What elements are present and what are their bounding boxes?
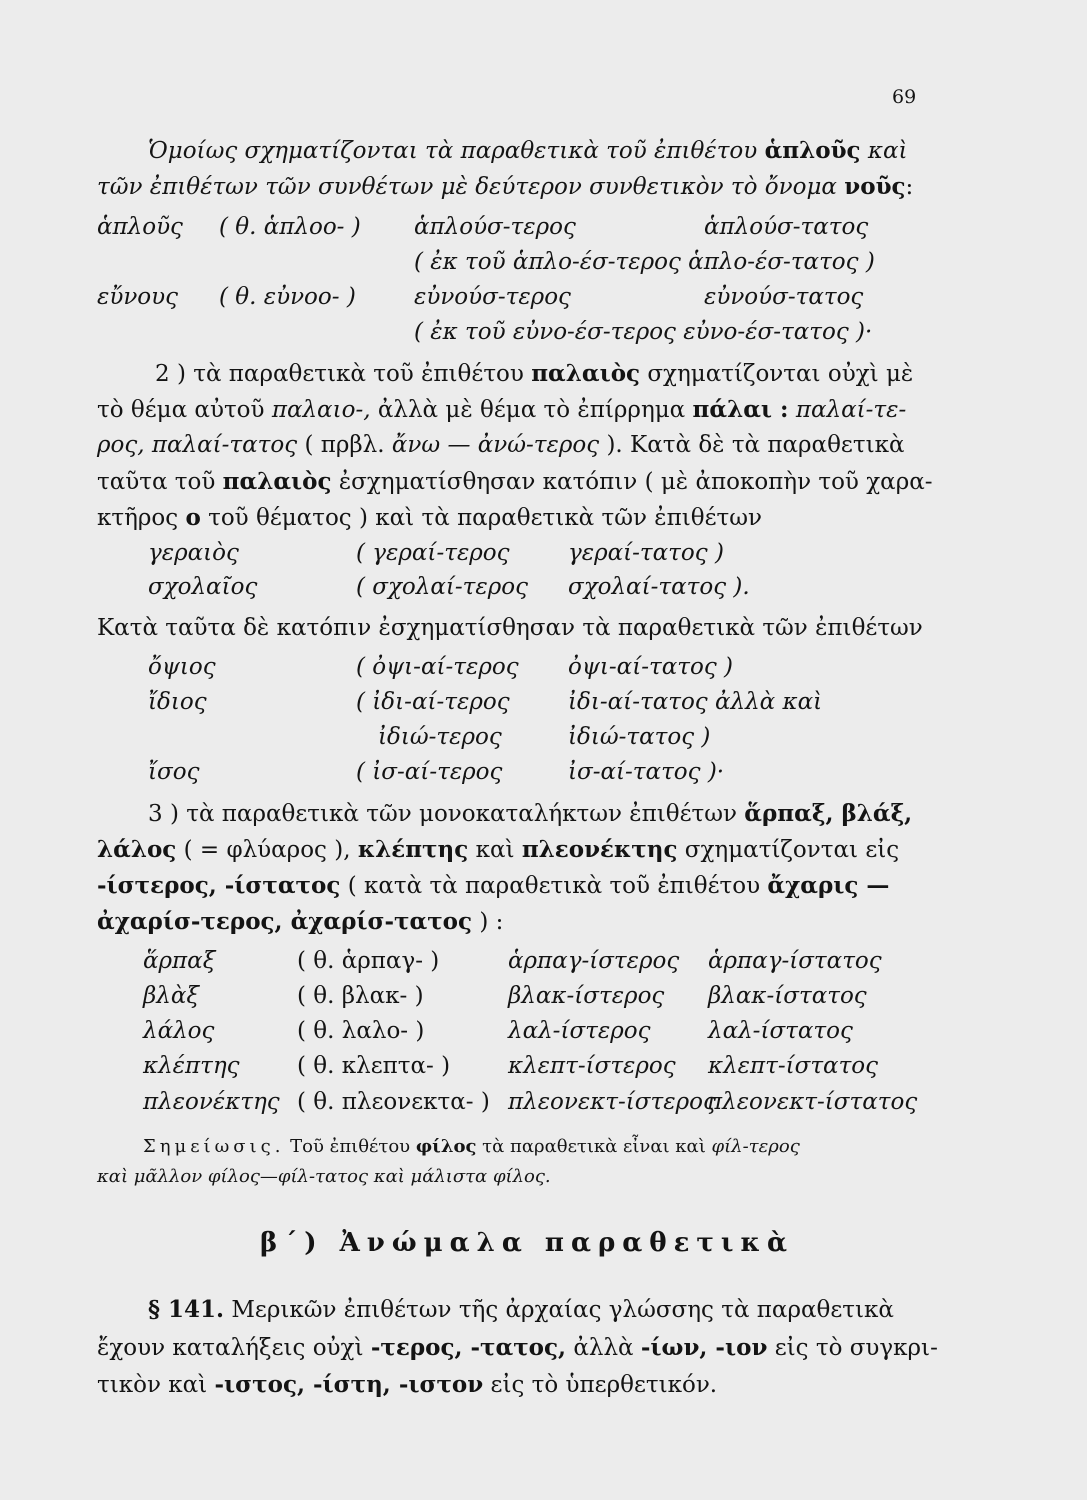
intro-line-2: τῶν ἐπιθέτων τῶν συνθέτων μὲ δεύτερον συνθετικὸν τὸ ὄνομα νοῦς: — [97, 173, 914, 200]
t4-r1-comparative: ἁρπαγ-ίστερος — [508, 948, 680, 974]
t4-r2-word: βλὰξ — [143, 983, 200, 1009]
t3-r4-word: ἴσος — [148, 759, 200, 785]
t4-r4-comparative: κλεπτ-ίστερος — [508, 1053, 676, 1079]
t4-r3-superlative: λαλ-ίστατος — [708, 1018, 853, 1044]
t3-r1-comparative: ( ὀψι-αί-τερος — [356, 654, 519, 680]
t3-r4-superlative: ἰσ-αί-τατος )· — [568, 759, 725, 785]
t2-r2-word: σχολαῖος — [148, 574, 258, 600]
s141-line-1: § 141. Μερικῶν ἐπιθέτων τῆς ἀρχαίας γλώσσης τὰ παραθετικὰ — [148, 1296, 894, 1323]
t4-r3-stem: ( θ. λαλο- ) — [297, 1018, 425, 1044]
t3-r2-word: ἴδιος — [148, 689, 207, 715]
t1-r1-word: ἁπλοῦς — [97, 214, 183, 240]
t2-r2-comparative: ( σχολαί-τερος — [356, 574, 528, 600]
t4-r3-word: λάλος — [143, 1018, 215, 1044]
p3-line-4: ἀχαρίσ-τερος, ἀχαρίσ-τατος ) : — [97, 908, 504, 935]
p3-line-1: 3 ) τὰ παραθετικὰ τῶν μονοκαταλήκτων ἐπιθέτων ἅρπαξ, βλάξ, — [148, 800, 913, 827]
t4-r1-word: ἅρπαξ — [143, 948, 216, 974]
t4-r4-superlative: κλεπτ-ίστατος — [708, 1053, 879, 1079]
t2-r1-superlative: γεραί-τατος ) — [568, 540, 724, 566]
p2-line-5: κτῆρος ο τοῦ θέματος ) καὶ τὰ παραθετικὰ τῶν ἐπιθέτων — [97, 504, 762, 531]
intro-line-1: Ὁμοίως σχηματίζονται τὰ παραθετικὰ τοῦ ἐπιθέτου ἁπλοῦς καὶ — [148, 137, 908, 164]
kata-line: Κατὰ ταῦτα δὲ κατόπιν ἐσχηματίσθησαν τὰ παραθετικὰ τῶν ἐπιθέτων — [97, 615, 923, 641]
t4-r2-comparative: βλακ-ίστερος — [508, 983, 665, 1009]
t3-r1-superlative: ὀψι-αί-τατος ) — [568, 654, 733, 680]
t3-r4-comparative: ( ἰσ-αί-τερος — [356, 759, 503, 785]
t4-r5-stem: ( θ. πλεονεκτα- ) — [297, 1089, 490, 1115]
p3-line-2: λάλος ( = φλύαρος ), κλέπτης καὶ πλεονέκτης σχηματίζονται εἰς — [97, 836, 900, 863]
t3-r2-comparative: ( ἰδι-αί-τερος — [356, 689, 510, 715]
t4-r2-stem: ( θ. βλακ- ) — [297, 983, 424, 1009]
t4-r5-superlative: πλεονεκτ-ίστατος — [707, 1089, 918, 1115]
t2-r1-word: γεραιὸς — [148, 540, 239, 566]
s141-line-3: τικὸν καὶ -ιστος, -ίστη, -ιστον εἰς τὸ ὑπερθετικόν. — [97, 1371, 718, 1398]
t4-r1-stem: ( θ. ἁρπαγ- ) — [297, 948, 440, 974]
page-number: 69 — [892, 86, 917, 108]
t4-r3-comparative: λαλ-ίστερος — [508, 1018, 651, 1044]
t4-r4-stem: ( θ. κλεπτα- ) — [297, 1053, 451, 1079]
t1-r1-stem: ( θ. ἁπλοο- ) — [219, 214, 361, 240]
t1-r3-superlative: εὐνούσ-τατος — [704, 284, 864, 310]
section-heading: β΄) Ἀνώμαλα παραθετικὰ — [260, 1228, 794, 1258]
note-label: Σημείωσις. — [143, 1136, 285, 1157]
note-line-2: καὶ μᾶλλον φίλος—φίλ-τατος καὶ μάλιστα φίλος. — [97, 1166, 551, 1187]
t1-r3-comparative: εὐνούσ-τερος — [414, 284, 571, 310]
t4-r4-word: κλέπτης — [143, 1053, 240, 1079]
p2-line-1: 2 ) τὰ παραθετικὰ τοῦ ἐπιθέτου παλαιὸς σχηματίζονται οὐχὶ μὲ — [155, 360, 914, 387]
t3-r2-superlative: ἰδι-αί-τατος ἀλλὰ καὶ — [568, 689, 823, 715]
t3-r3-comparative: ἰδιώ-τερος — [378, 724, 502, 750]
p2-line-4: ταῦτα τοῦ παλαιὸς ἐσχηματίσθησαν κατόπιν ( μὲ ἀποκοπὴν τοῦ χαρα- — [97, 468, 933, 495]
p2-line-2: τὸ θέμα αὐτοῦ παλαιο-, ἀλλὰ μὲ θέμα τὸ ἐπίρρημα πάλαι : παλαί-τε- — [97, 396, 907, 423]
t1-r1-comparative: ἁπλούσ-τερος — [414, 214, 576, 240]
t4-r5-word: πλεονέκτης — [143, 1089, 280, 1115]
t4-r1-superlative: ἁρπαγ-ίστατος — [708, 948, 882, 974]
t1-r3-stem: ( θ. εὐνοο- ) — [219, 284, 356, 310]
s141-line-2: ἔχουν καταλήξεις οὐχὶ -τερος, -τατος, ἀλλὰ -ίων, -ιον εἰς τὸ συγκρι- — [97, 1334, 938, 1361]
t3-r1-word: ὄψιος — [148, 654, 216, 680]
t2-r1-comparative: ( γεραί-τερος — [356, 540, 510, 566]
p2-line-3: ρος, παλαί-τατος ( πρβλ. ἄνω — ἀνώ-τερος ). Κατὰ δὲ τὰ παραθετικὰ — [97, 432, 905, 458]
section-number: § 141. — [148, 1296, 225, 1323]
t4-r5-comparative: πλεονεκτ-ίστερος — [508, 1089, 716, 1115]
note-line-1: Σημείωσις. Τοῦ ἐπιθέτου φίλος τὰ παραθετικὰ εἶναι καὶ φίλ-τερος — [143, 1136, 800, 1157]
t1-r2: ( ἐκ τοῦ ἁπλο-έσ-τερος ἁπλο-έσ-τατος ) — [414, 249, 875, 275]
t3-r3-superlative: ἰδιώ-τατος ) — [568, 724, 711, 750]
t1-r3-word: εὔνους — [97, 284, 179, 310]
p3-line-3: -ίστερος, -ίστατος ( κατὰ τὰ παραθετικὰ τοῦ ἐπιθέτου ἄχαρις — — [97, 872, 890, 899]
t1-r4: ( ἐκ τοῦ εὐνο-έσ-τερος εὐνο-έσ-τατος )· — [414, 319, 873, 345]
t2-r2-superlative: σχολαί-τατος ). — [568, 574, 750, 600]
t4-r2-superlative: βλακ-ίστατος — [708, 983, 867, 1009]
t1-r1-superlative: ἁπλούσ-τατος — [704, 214, 869, 240]
